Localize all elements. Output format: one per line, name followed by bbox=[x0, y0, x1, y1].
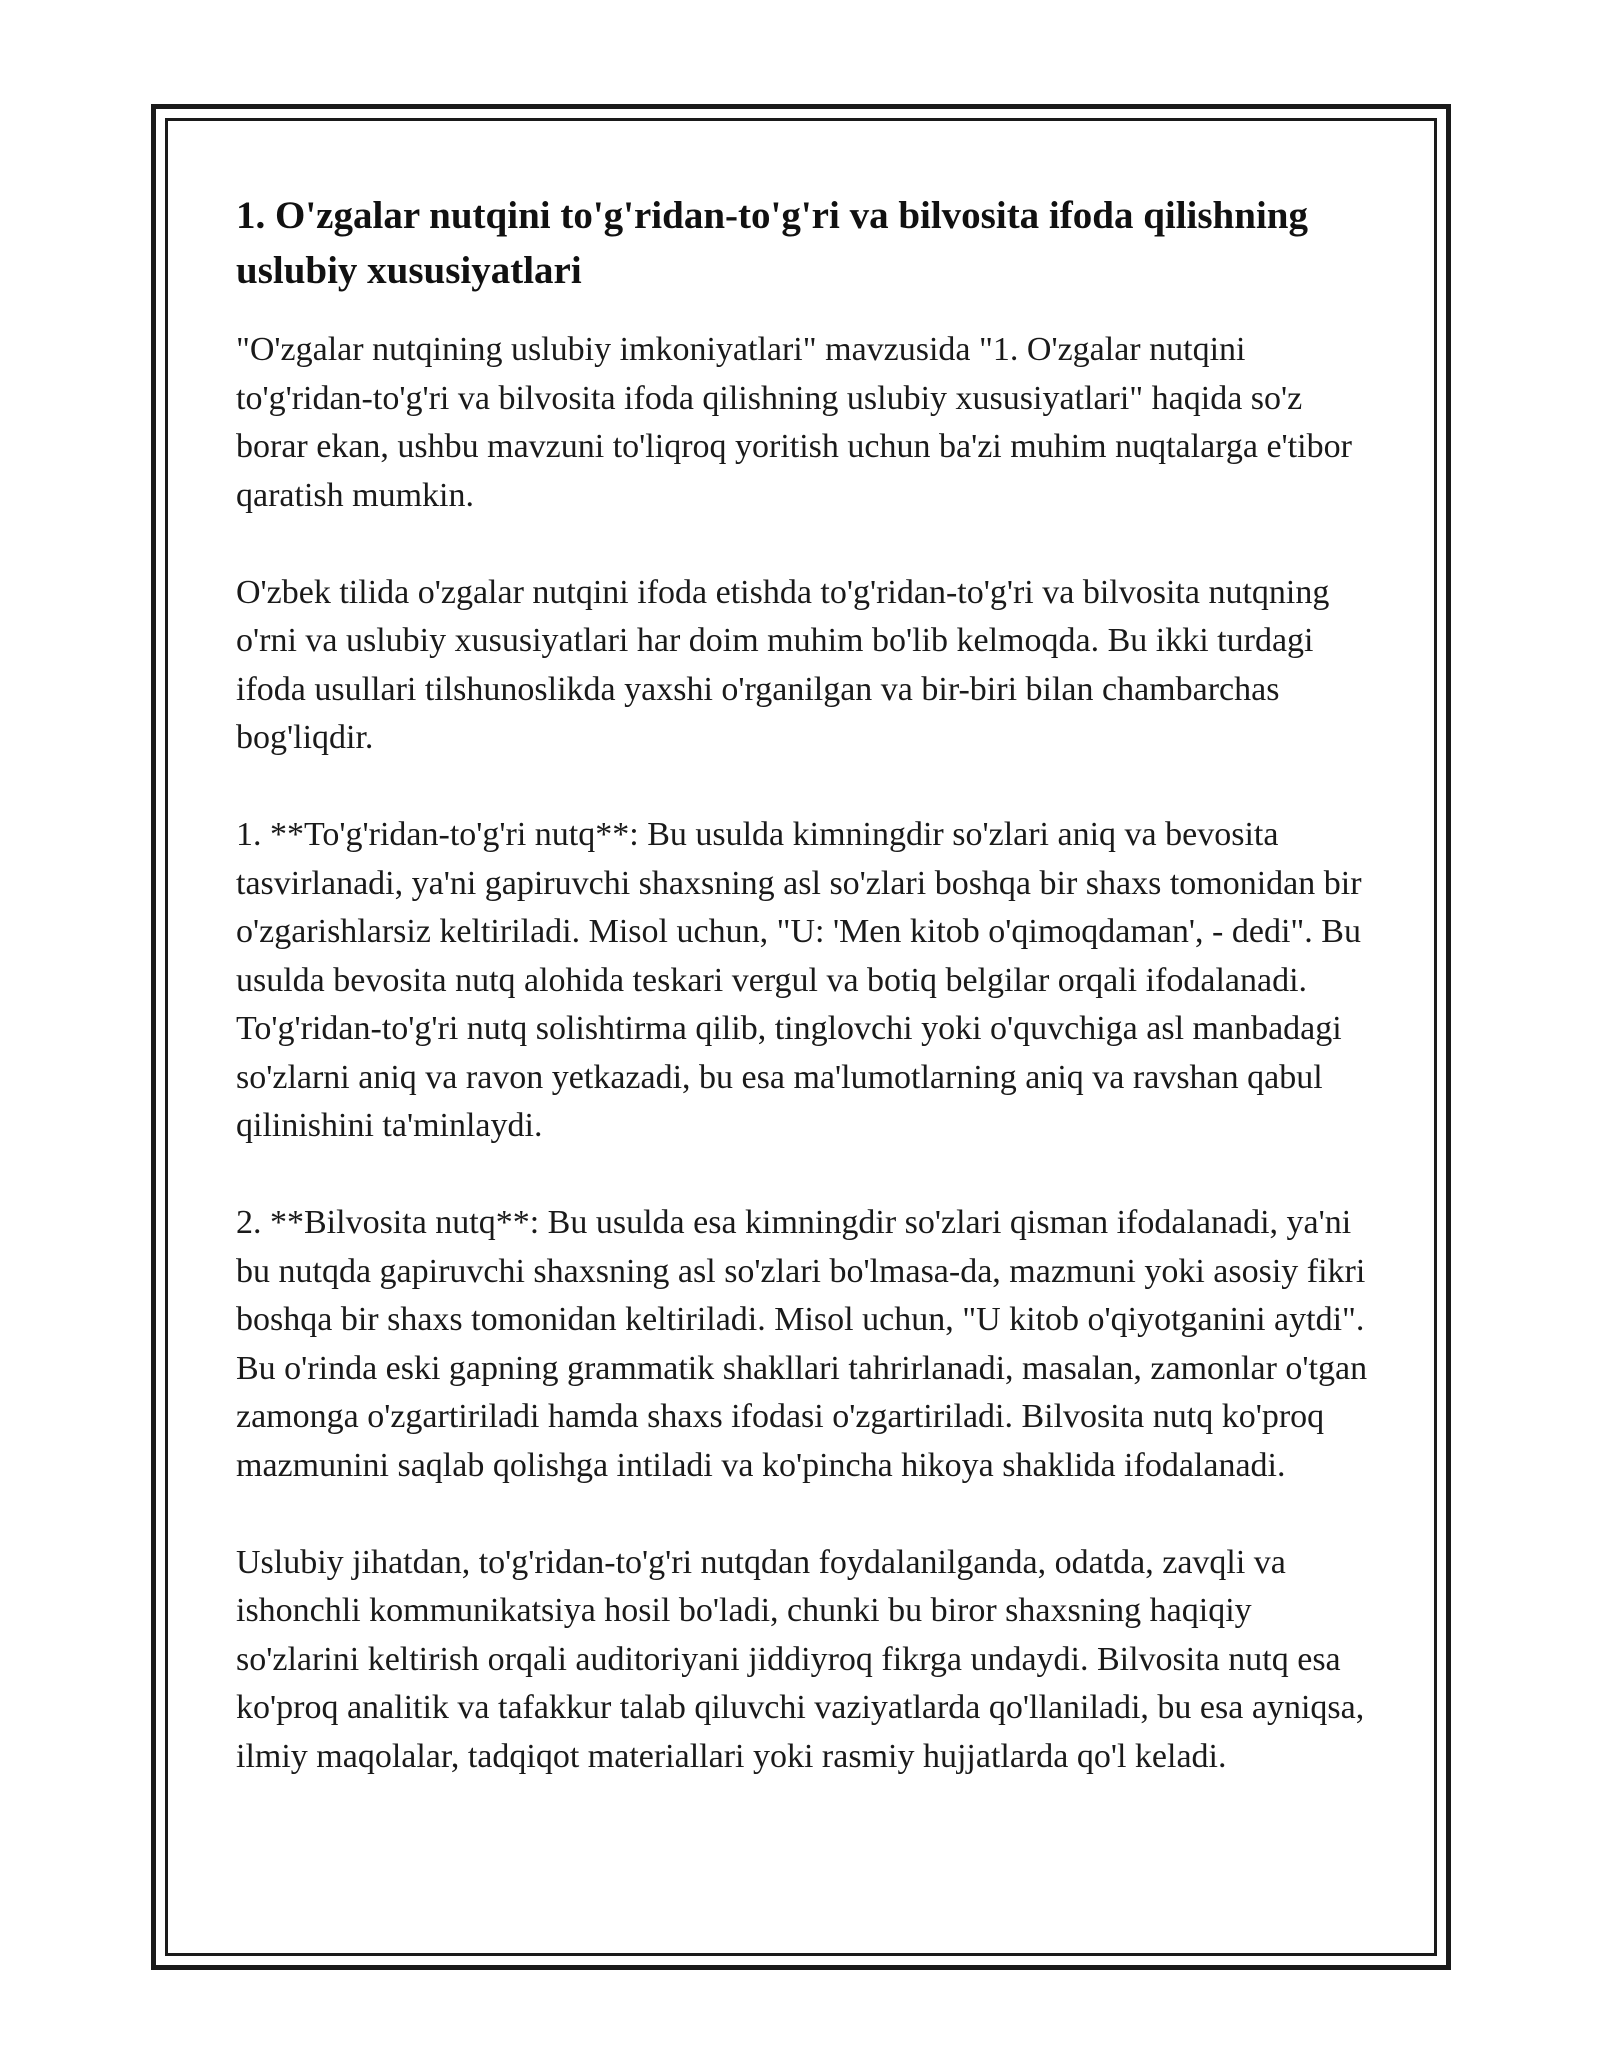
paragraph-direct-speech: 1. **To'g'ridan-to'g'ri nutq**: Bu usulda kimningdir so'zlari aniq va bevosita tasvirlanadi, ya'ni gapiruvchi shaxsning asl so'zlari boshqa bir shaxs tomonidan bir o'zgarishlarsiz keltiriladi. Misol uchun, "U: 'Men kitob o'qimoqdaman', - dedi". Bu usulda bevosita nutq alohida teskari vergul va botiq belgilar orqali ifodalanadi. To'g'ridan-to'g'ri nutq solishtirma qilib, tinglovchi yoki o'quvchiga asl manbadagi so'zlarni aniq va ravon yetkazadi, bu esa ma'lumotlarning aniq va ravshan qabul qilinishini ta'minlaydi. bbox=[236, 816, 1362, 1144]
paragraph-intro: "O'zgalar nutqining uslubiy imkoniyatlari" mavzusida "1. O'zgalar nutqini to'g'ridan-to'g'ri va bilvosita ifoda qilishning uslubiy xususiyatlari" haqida so'z borar ekan, ushbu mavzuni to'liqroq yoritish uchun ba'zi muhim nuqtalarga e'tibor qaratish mumkin. bbox=[236, 331, 1352, 514]
paragraph-stylistic-summary: Uslubiy jihatdan, to'g'ridan-to'g'ri nutqdan foydalanilganda, odatda, zavqli va ishonchli kommunikatsiya hosil bo'ladi, chunki bu biror shaxsning haqiqiy so'zlarini keltirish orqali auditoriyani jiddiyroq fikrga undaydi. Bilvosita nutq esa ko'proq analitik va tafakkur talab qiluvchi vaziyatlarda qo'llaniladi, bu esa ayniqsa, ilmiy maqolalar, tadqiqot materiallari yoki rasmiy hujjatlarda qo'l keladi. bbox=[236, 1543, 1365, 1775]
paragraph-indirect-speech: 2. **Bilvosita nutq**: Bu usulda esa kimningdir so'zlari qisman ifodalanadi, ya'ni bu nutqda gapiruvchi shaxsning asl so'zlari bo'lmasa-da, mazmuni yoki asosiy fikri boshqa bir shaxs tomonidan keltiriladi. Misol uchun, "U kitob o'qiyotganini aytdi". Bu o'rinda eski gapning grammatik shakllari tahrirlanadi, masalan, zamonlar o'tgan zamonga o'zgartiriladi hamda shaxs ifodasi o'zgartiriladi. Bilvosita nutq ko'proq mazmunini saqlab qolishga intiladi va ko'pincha hikoya shaklida ifodalanadi. bbox=[236, 1204, 1368, 1484]
document-title: 1. O'zgalar nutqini to'g'ridan-to'g'ri va bilvosita ifoda qilishning uslubiy xususiyatlari bbox=[236, 194, 1308, 292]
document-body bbox=[236, 188, 1376, 1830]
paragraph-overview: O'zbek tilida o'zgalar nutqini ifoda etishda to'g'ridan-to'g'ri va bilvosita nutqning o'rni va uslubiy xususiyatlari har doim muhim bo'lib kelmoqda. Bu ikki turdagi ifoda usullari tilshunoslikda yaxshi o'rganilgan va bir-biri bilan chambarchas bog'liqdir. bbox=[236, 573, 1330, 756]
